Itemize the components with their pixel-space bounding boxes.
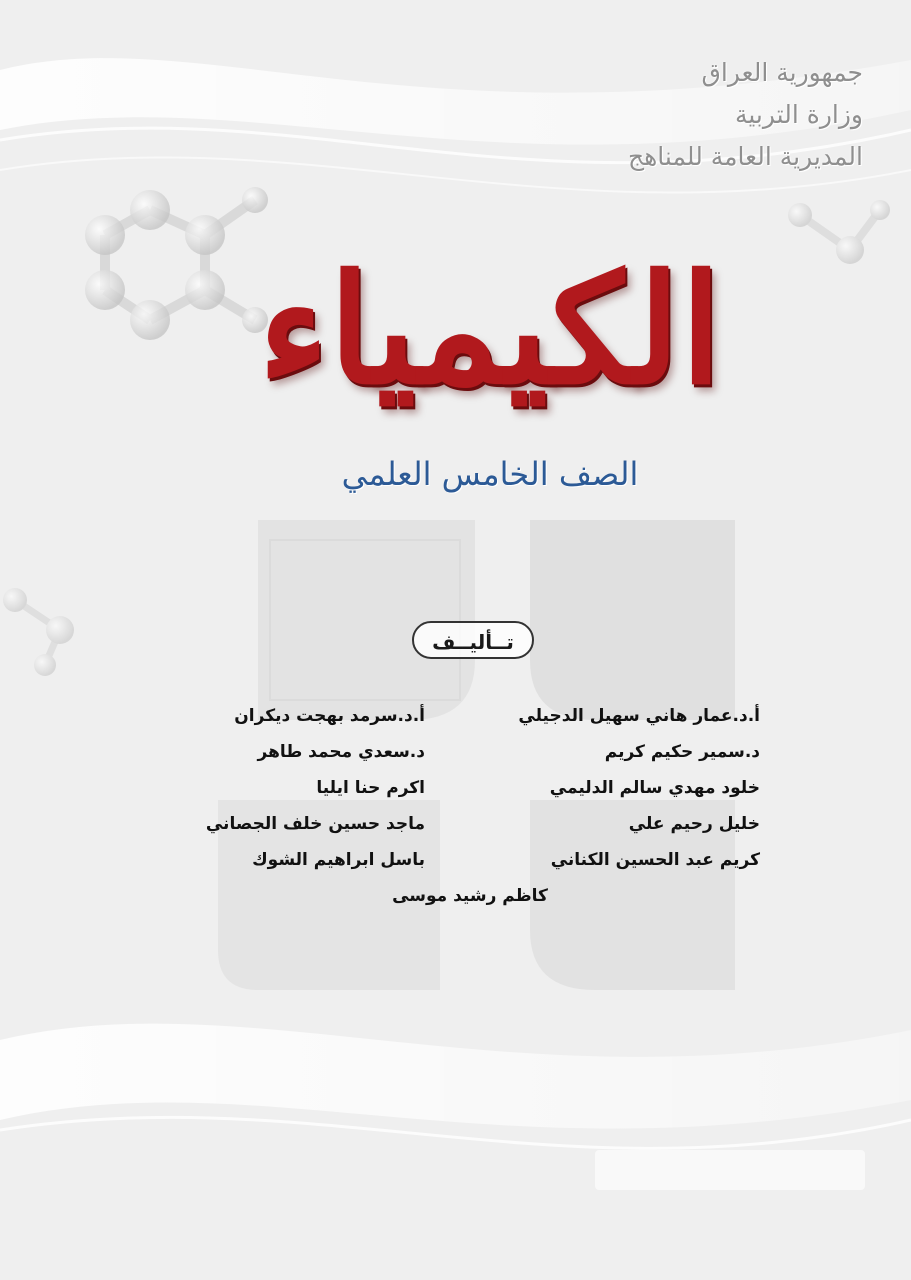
grade-subtitle: الصف الخامس العلمي [341,455,639,493]
author-name: خليل رحيم علي [628,814,760,834]
author-name: أ.د.عمار هاني سهيل الدجيلي [518,706,760,726]
author-row [150,734,760,770]
authorship-label: تــأليــف [412,621,534,659]
author-name: اكرم حنا ايليا [316,778,425,798]
author-row [150,698,760,734]
ministry-header [543,52,863,178]
author-name: باسل ابراهيم الشوك [252,850,425,870]
author-name: ماجد حسين خلف الجصاني [205,814,425,834]
authors-list [150,698,760,914]
author-name: خلود مهدي سالم الدليمي [549,778,760,798]
header-line-ministry: وزارة التربية [734,100,863,129]
author-name: د.سمير حكيم كريم [604,742,760,762]
author-row-last [150,878,760,914]
author-row [150,806,760,842]
author-row [150,770,760,806]
author-name: كريم عبد الحسين الكناني [550,850,760,870]
header-line-republic: جمهورية العراق [701,58,863,87]
author-name: أ.د.سرمد بهجت ديكران [234,706,425,726]
header-line-directorate: المديرية العامة للمناهج [627,142,863,171]
author-row [150,842,760,878]
author-name: كاظم رشيد موسى [392,886,548,906]
author-name: د.سعدي محمد طاهر [257,742,425,762]
book-title: الكيمياء [258,242,722,418]
